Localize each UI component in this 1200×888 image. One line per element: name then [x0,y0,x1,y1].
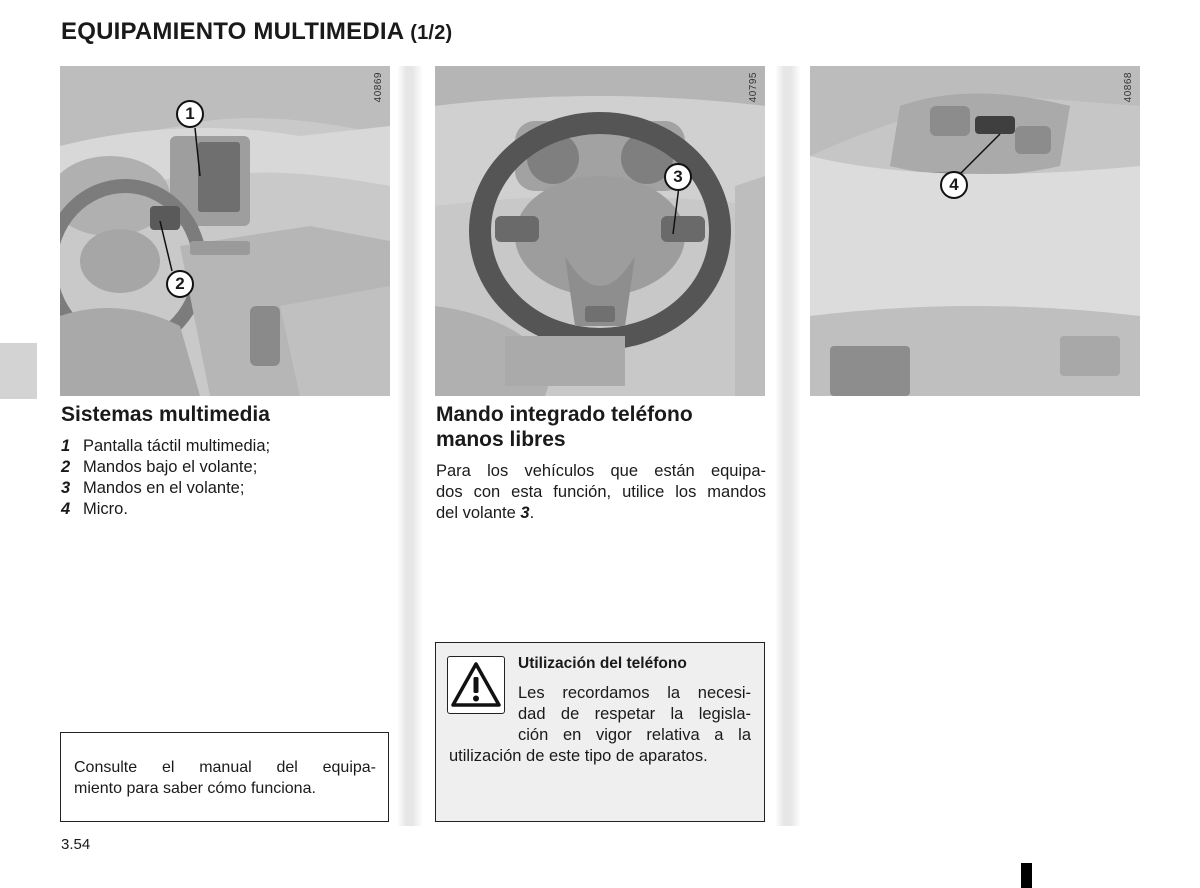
figure-code: 40869 [373,72,384,103]
list-text: Mandos en el volante; [83,479,245,497]
component-list [61,436,270,520]
overhead-console-illustration [810,66,1140,396]
heading-line: manos libres [436,428,566,451]
paragraph-text: del volante [436,504,521,522]
note-line: miento para saber cómo funciona. [74,780,316,797]
steering-wheel-illustration [435,66,765,396]
warning-icon-frame [447,656,505,714]
warning-line: utilización de este tipo de aparatos. [449,747,708,765]
manual-note-text [74,757,376,799]
section-heading-handsfree [436,402,693,452]
manual-note-box [60,732,389,822]
dashboard-photo [60,66,390,396]
list-text: Mandos bajo el volante; [83,458,258,476]
overhead-console-photo [810,66,1140,396]
callout-2: 2 [166,270,194,298]
warning-title: Utilización del teléfono [518,655,687,672]
page-title-text: EQUIPAMIENTO MULTIMEDIA [61,18,404,45]
figure-code: 40868 [1123,72,1134,103]
page-title-part: (1/2) [410,22,453,44]
list-item [61,499,270,520]
paragraph-line: dos con esta función, utilice los mandos [436,483,766,501]
handsfree-paragraph [436,461,766,524]
list-number: 1 [61,437,71,455]
list-item [61,457,270,478]
list-number: 4 [61,500,71,518]
callout-3: 3 [664,163,692,191]
dashboard-illustration [60,66,390,396]
warning-triangle-icon [448,657,504,713]
list-text: Pantalla táctil multimedia; [83,437,271,455]
callout-4: 4 [940,171,968,199]
figure-code: 40795 [748,72,759,103]
page-number: 3.54 [61,836,91,853]
list-item [61,436,270,457]
warning-body [518,683,751,746]
page-title [61,18,452,46]
list-number: 2 [61,458,71,476]
list-number: 3 [61,479,71,497]
list-item [61,478,270,499]
note-line: Consulte el manual del equipa- [74,759,376,776]
chapter-tab [0,343,37,399]
callout-1: 1 [176,100,204,128]
warning-line: ción en vigor relativa a la [518,726,751,744]
paragraph-text: . [529,504,535,522]
reference-number: 3 [520,504,530,522]
paragraph-line: Para los vehículos que están equipa- [436,462,766,480]
phone-warning-box [435,642,765,822]
list-text: Micro. [83,500,128,518]
heading-line: Mando integrado teléfono [436,403,693,426]
steering-wheel-photo [435,66,765,396]
warning-line: Les recordamos la necesi- [518,684,751,702]
section-heading-multimedia: Sistemas multimedia [61,403,270,426]
paragraph-line [436,503,766,524]
column-separator [775,66,801,826]
column-separator [397,66,423,826]
warning-line: dad de respetar la legisla- [518,705,751,723]
page-edge-mark [1021,863,1032,888]
